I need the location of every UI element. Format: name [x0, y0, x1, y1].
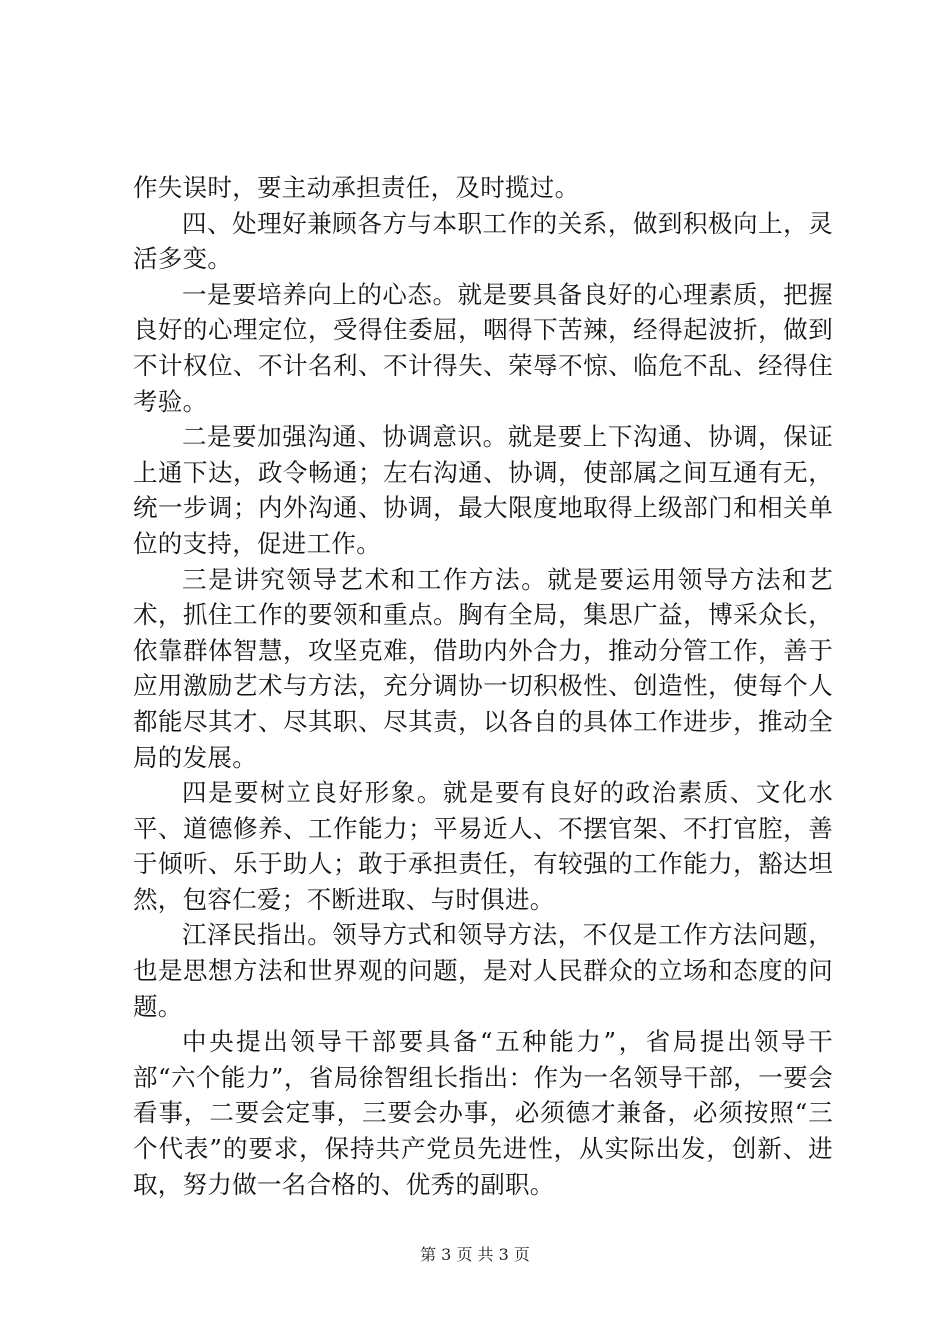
paragraph: 中央提出领导干部要具备“五种能力”，省局提出领导干部“六个能力”，省局徐智组长指出：作为一名领导干部，一要会看事，二要会定事，三要会办事，必须德才兼备，必须按照“三个代表”的要求，保持共产党员先进性，从实际出发，创新、进取，努力做一名合格的、优秀的副职。: [133, 1027, 834, 1199]
paragraph: 一是要培养向上的心态。就是要具备良好的心理素质，把握良好的心理定位，受得住委屈，咽得下苦辣，经得起波折，做到不计权位、不计名利、不计得失、荣辱不惊、临危不乱、经得住考验。: [133, 279, 833, 416]
paragraph: 四、处理好兼顾各方与本职工作的关系，做到积极向上，灵活多变。: [133, 208, 833, 274]
paragraph: 四是要树立良好形象。就是要有良好的政治素质、文化水平、道德修养、工作能力；平易近人、不摆官架、不打官腔，善于倾听、乐于助人；敢于承担责任，有较强的工作能力，豁达坦然，包容仁爱；不断进取、与时俱进。: [133, 778, 833, 914]
paragraph: 作失误时，要主动承担责任，及时揽过。: [133, 173, 580, 202]
page-number-footer: 第 3 页 共 3 页: [420, 1245, 530, 1264]
document-body: [133, 170, 833, 1202]
paragraph: 江泽民指出。领导方式和领导方法，不仅是工作方法问题，也是思想方法和世界观的问题，是对人民群众的立场和态度的问题。: [133, 920, 833, 1021]
paragraph: 二是要加强沟通、协调意识。就是要上下沟通、协调，保证上通下达，政令畅通；左右沟通、协调，使部属之间互通有无，统一步调；内外沟通、协调，最大限度地取得上级部门和相关单位的支持，促进工作。: [133, 422, 833, 558]
paragraph: 三是讲究领导艺术和工作方法。就是要运用领导方法和艺术，抓住工作的要领和重点。胸有全局，集思广益，博采众长，依靠群体智慧，攻坚克难，借助内外合力，推动分管工作，善于应用激励艺术与方法，充分调协一切积极性、创造性，使每个人都能尽其才、尽其职、尽其责，以各自的具体工作进步，推动全局的发展。: [133, 564, 833, 772]
